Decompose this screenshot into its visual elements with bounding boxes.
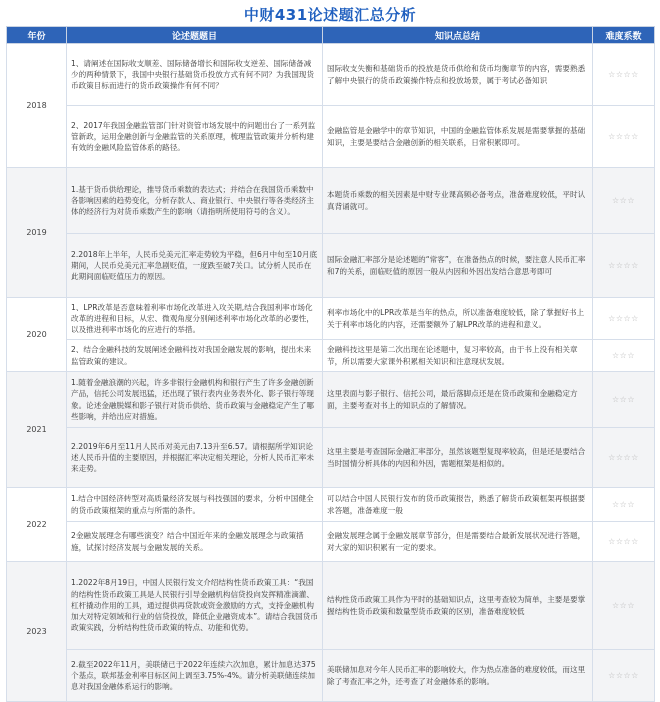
topic-cell: 2.2018年上半年，人民币兑美元汇率走势较为平稳，但6月中旬至10月底期间，人民币兑美元汇率急剧贬值，一度跌至破7关口。试分析人民币在此期间面临贬值压力的原因。	[67, 234, 323, 298]
year-cell: 2022	[7, 488, 67, 562]
knowledge-cell: 国际金融汇率部分是论述题的“常客”，在准备热点的时候，要注意人民币汇率和7的关系，面临贬值的原因一般从内因和外因出发结合意思考即可	[323, 234, 593, 298]
table-row	[7, 298, 655, 340]
knowledge-cell: 这里主要是考查国际金融汇率部分，虽然该题型复现率较高，但是还是要结合当时国情分析具体的内因和外因，需题框架是相似的。	[323, 428, 593, 488]
table-row	[7, 562, 655, 650]
topic-cell: 2.2019年6月至11月人民币对美元由7.13升至6.57。请根据所学知识论述人民币升值的主要原因，并根据汇率决定相关理论，分析人民币汇率未来走势。	[67, 428, 323, 488]
header-topic: 论述题题目	[67, 27, 323, 44]
topic-cell: 2、结合金融科技的发展阐述金融科技对我国金融发展的影响，提出未来监管政策的建议。	[67, 340, 323, 372]
essay-summary-table	[6, 26, 655, 702]
topic-cell: 2金融发展理念有哪些演变？结合中国近年来的金融发展理念与政策措施，试探讨经济发展与金融发展的关系。	[67, 522, 323, 562]
difficulty-stars: ☆☆☆	[593, 168, 655, 234]
difficulty-stars: ☆☆☆☆	[593, 522, 655, 562]
knowledge-cell: 可以结合中国人民银行发布的货币政策报告，熟悉了解货币政策框架再根据要求答题，准备难度一般	[323, 488, 593, 522]
knowledge-cell: 利率市场化中的LPR改革是当年的热点，所以准备难度较低，除了掌握好书上关于利率市场化的内容，还需要额外了解LPR改革的进程和意义。	[323, 298, 593, 340]
knowledge-cell: 金融监管是金融学中的章节知识，中国的金融监管体系发展是需要掌握的基础知识，主要是要结合金融创新的相关联系，日常积累即可。	[323, 106, 593, 168]
difficulty-stars: ☆☆☆☆	[593, 234, 655, 298]
difficulty-stars: ☆☆☆	[593, 340, 655, 372]
difficulty-stars: ☆☆☆☆	[593, 650, 655, 702]
year-cell: 2021	[7, 372, 67, 488]
difficulty-stars: ☆☆☆☆	[593, 106, 655, 168]
knowledge-cell: 美联储加息对今年人民币汇率的影响较大，作为热点准备的难度较低，而这里除了考查汇率之外，还考查了对金融体系的影响。	[323, 650, 593, 702]
difficulty-stars: ☆☆☆☆	[593, 428, 655, 488]
page-title: 中财431论述题汇总分析	[243, 6, 417, 24]
table-row	[7, 106, 655, 168]
topic-cell: 2.截至2022年11月，美联储已于2022年连续六次加息，累计加息达375个基点，联邦基金利率目标区间上调至3.75%-4%。请分析美联储连续加息对我国金融体系运行的影响。	[67, 650, 323, 702]
difficulty-stars: ☆☆☆	[593, 488, 655, 522]
difficulty-stars: ☆☆☆☆	[593, 298, 655, 340]
knowledge-cell: 国际收支失衡和基础货币的投放是货币供给和货币均衡章节的内容，需要熟悉了解中央银行的货币政策操作特点和投放场景，属于考试必备知识	[323, 44, 593, 106]
header-knowledge: 知识点总结	[323, 27, 593, 44]
year-cell: 2019	[7, 168, 67, 298]
topic-cell: 1、请阐述在国际收支顺差、国际储备增长和国际收支逆差、国际储备减少的两种情景下，我国中央银行基础货币投放方式有何不同？为我国现货币政策目标而进行的货币政策操作有何不同？	[67, 44, 323, 106]
year-cell: 2020	[7, 298, 67, 372]
year-cell: 2023	[7, 562, 67, 702]
knowledge-cell: 这里表面与影子银行、信托公司，最后落脚点还是在货币政策和金融稳定方面，主要考查对书上的知识点的了解情况。	[323, 372, 593, 428]
table-body	[7, 44, 655, 702]
year-cell: 2018	[7, 44, 67, 168]
header-year: 年份	[7, 27, 67, 44]
table-header-row	[7, 27, 655, 44]
topic-cell: 2、2017年我国金融监管部门针对资管市场发展中的问题出台了一系列监管新政，运用金融创新与金融监管的关系原理，梳理监管政策并分析构建有效的金融风险监管体系的路径。	[67, 106, 323, 168]
knowledge-cell: 结构性货币政策工具作为平时的基础知识点，这里考查较为简单，主要是要掌握结构性货币政策和数量型货币政策的区别，准备难度较低	[323, 562, 593, 650]
topic-cell: 1.随着金融浪潮的兴起，许多非银行金融机构和银行产生了许多金融创新产品，信托公司发展迅猛，还出现了银行表内业务表外化、影子银行等现象。论述金融脱媒和影子银行对货币供给、货币政策与金融稳定产生了哪些影响，并给出应对措施。	[67, 372, 323, 428]
table-row	[7, 340, 655, 372]
difficulty-stars: ☆☆☆	[593, 372, 655, 428]
knowledge-cell: 金融发展理念属于金融发展章节部分，但是需要结合最新发展状况进行答题，对大家的知识积累有一定的要求。	[323, 522, 593, 562]
header-difficulty: 难度系数	[593, 27, 655, 44]
table-row	[7, 650, 655, 702]
table-row	[7, 428, 655, 488]
difficulty-stars: ☆☆☆☆	[593, 44, 655, 106]
topic-cell: 1.2022年8月19日，中国人民银行发文介绍结构性货币政策工具：“我国的结构性货币政策工具是人民银行引导金融机构信贷投向发挥精准滴灌、杠杆撬动作用的工具，通过提供再贷款或资金激励的方式，支持金融机构加大对特定领域和行业的信贷投放，降低企业融资成本”。请结合我国货币政策实践，分析结构性货币政策的特点、功能和优势。	[67, 562, 323, 650]
topic-cell: 1.基于货币供给理论，推导货币乘数的表达式；并结合在我国货币乘数中各影响因素的趋势变化，分析存款人、商业银行、中央银行等各类经济主体的经济行为对货币乘数产生的影响（请指明所使用符号的含义）。	[67, 168, 323, 234]
table-row	[7, 168, 655, 234]
table-row	[7, 522, 655, 562]
difficulty-stars: ☆☆☆	[593, 562, 655, 650]
knowledge-cell: 金融科技这里是第二次出现在论述题中，复习率较高，由于书上没有相关章节，所以需要大家课外积累相关知识和注意现状发展。	[323, 340, 593, 372]
knowledge-cell: 本题货币乘数的相关因素是中财专业课高频必备考点，准备难度较低，平时认真背诵就可。	[323, 168, 593, 234]
table-row	[7, 234, 655, 298]
topic-cell: 1、LPR改革是否意味着利率市场化改革进入攻关期,结合我国利率市场化改革的进程和目标，从宏、微观角度分别阐述利率市场化改革的必要性，以及推进利率市场化的应进行的举措。	[67, 298, 323, 340]
table-row	[7, 488, 655, 522]
topic-cell: 1.结合中国经济转型对高质量经济发展与科技强国的要求，分析中国健全的货币政策框架的重点与所需的条件。	[67, 488, 323, 522]
table-row	[7, 372, 655, 428]
table-row	[7, 44, 655, 106]
